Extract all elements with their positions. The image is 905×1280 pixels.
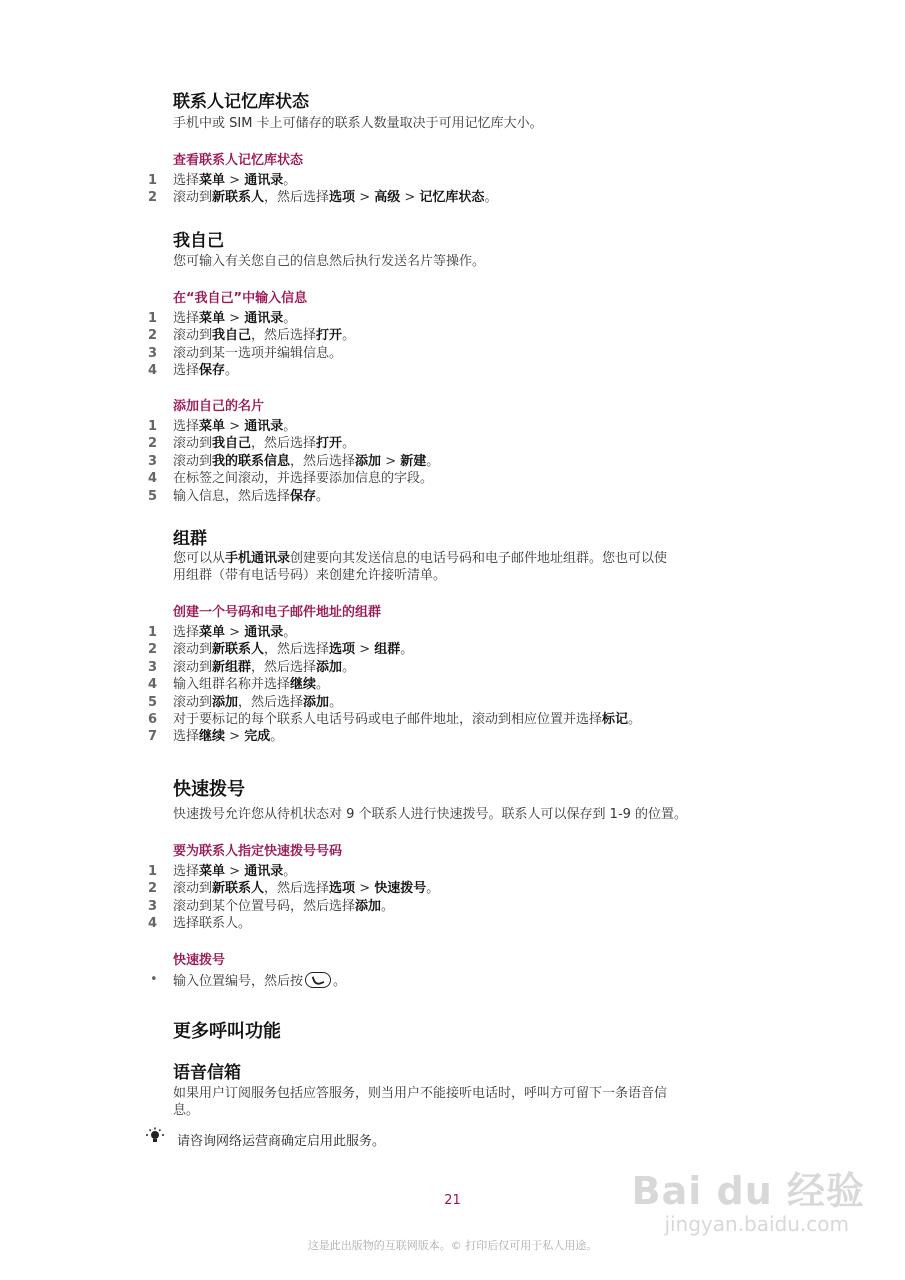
step-number: 4 — [148, 677, 158, 693]
step-number: 4 — [148, 916, 158, 932]
step-text: 滚动到某一选项并编辑信息。 — [173, 345, 343, 361]
step-text: 选择菜单 > 通讯录。 — [173, 311, 297, 326]
heading-voicemail: 语音信箱 — [173, 1063, 241, 1083]
step-text: 滚动到新联系人，然后选择选项 > 高级 > 记忆库状态。 — [173, 190, 498, 206]
paragraph-contacts-memory: 手机中或 SIM 卡上可储存的联系人数量取决于可用记忆库大小。 — [173, 116, 543, 131]
step-number: 6 — [148, 712, 158, 727]
subheading-create-group: 创建一个号码和电子邮件地址的组群 — [173, 605, 382, 620]
heading-speed-dial: 快速拨号 — [173, 779, 245, 800]
step-text: 在标签之间滚动，并选择要添加信息的字段。 — [173, 471, 434, 487]
bullet-speed-dial: 输入位置编号，然后按 。 — [173, 974, 347, 989]
step-text: 滚动到新联系人，然后选择选项 > 快速拨号。 — [173, 881, 440, 897]
step-number: 1 — [148, 419, 158, 434]
step-number: 1 — [148, 625, 158, 640]
paragraph-voicemail: 如果用户订阅服务包括应答服务，则当用户不能接听电话时，呼叫方可留下一条语音信 息。 — [173, 1086, 668, 1118]
step-text: 选择菜单 > 通讯录。 — [173, 864, 297, 879]
paragraph-groups: 您可以从手机通讯录创建要向其发送信息的电话号码和电子邮件地址组群。您也可以使 用组群（带有电话号码）来创建允许接听清单。 — [173, 551, 668, 583]
tip-text: 请咨询网络运营商确定启用此服务。 — [177, 1134, 386, 1149]
step-number: 7 — [148, 729, 158, 745]
step-text: 选择菜单 > 通讯录。 — [173, 419, 297, 434]
lightbulb-icon — [146, 1127, 164, 1145]
step-number: 5 — [148, 488, 158, 504]
subheading-assign-speed-dial: 要为联系人指定快速拨号号码 — [173, 844, 343, 859]
bullet-mark: • — [150, 972, 158, 987]
step-number: 1 — [148, 173, 158, 188]
step-text: 选择菜单 > 通讯录。 — [173, 173, 297, 188]
step-text: 输入信息，然后选择保存。 — [173, 488, 330, 504]
step-number: 2 — [148, 190, 158, 206]
step-number: 3 — [148, 345, 158, 361]
step-number: 1 — [148, 864, 158, 879]
step-text: 选择联系人。 — [173, 916, 252, 932]
heading-groups: 组群 — [173, 529, 207, 549]
heading-contacts-memory: 联系人记忆库状态 — [173, 92, 309, 112]
step-text: 滚动到某个位置号码，然后选择添加。 — [173, 898, 395, 914]
paragraph-speed-dial: 快速拨号允许您从待机状态对 9 个联系人进行快速拨号。联系人可以保存到 1-9 的位置。 — [173, 807, 688, 822]
page-number: 21 — [444, 1193, 461, 1208]
step-number: 2 — [148, 642, 158, 658]
subheading-view-memory-status: 查看联系人记忆库状态 — [173, 153, 304, 168]
step-number: 2 — [148, 881, 158, 897]
call-key-icon — [305, 972, 331, 988]
step-number: 3 — [148, 898, 158, 914]
step-number: 2 — [148, 328, 158, 344]
step-text: 选择菜单 > 通讯录。 — [173, 625, 297, 640]
heading-myself: 我自己 — [173, 231, 224, 251]
step-number: 5 — [148, 694, 158, 710]
step-text: 滚动到我的联系信息，然后选择添加 > 新建。 — [173, 453, 440, 469]
step-number: 3 — [148, 453, 158, 469]
watermark-url: jingyan.baidu.com — [664, 1212, 849, 1236]
step-text: 选择继续 > 完成。 — [173, 729, 284, 745]
subheading-enter-info: 在“我自己”中输入信息 — [173, 291, 308, 306]
step-number: 2 — [148, 436, 158, 452]
step-number: 1 — [148, 311, 158, 326]
step-text: 滚动到新组群，然后选择添加。 — [173, 659, 356, 675]
footer-note: 这是此出版物的互联网版本。© 打印后仅可用于私人用途。 — [307, 1239, 598, 1252]
step-number: 4 — [148, 363, 158, 379]
phone-contacts-term: 手机通讯录 — [225, 551, 291, 566]
step-number: 4 — [148, 471, 158, 487]
step-text: 对于要标记的每个联系人电话号码或电子邮件地址，滚动到相应位置并选择标记。 — [173, 712, 642, 727]
paragraph-myself: 您可输入有关您自己的信息然后执行发送名片等操作。 — [173, 254, 486, 269]
step-text: 滚动到我自己，然后选择打开。 — [173, 328, 356, 344]
step-text: 滚动到添加，然后选择添加。 — [173, 694, 343, 710]
subheading-speed-dial: 快速拨号 — [173, 953, 226, 968]
step-number: 3 — [148, 659, 158, 675]
watermark-logo: Bai du 经验 — [631, 1169, 865, 1213]
step-text: 滚动到新联系人，然后选择选项 > 组群。 — [173, 642, 414, 658]
step-text: 选择保存。 — [173, 363, 239, 379]
step-text: 滚动到我自己，然后选择打开。 — [173, 436, 356, 452]
heading-more-call-features: 更多呼叫功能 — [173, 1021, 281, 1042]
subheading-add-card: 添加自己的名片 — [173, 399, 265, 414]
step-text: 输入组群名称并选择继续。 — [173, 677, 330, 693]
